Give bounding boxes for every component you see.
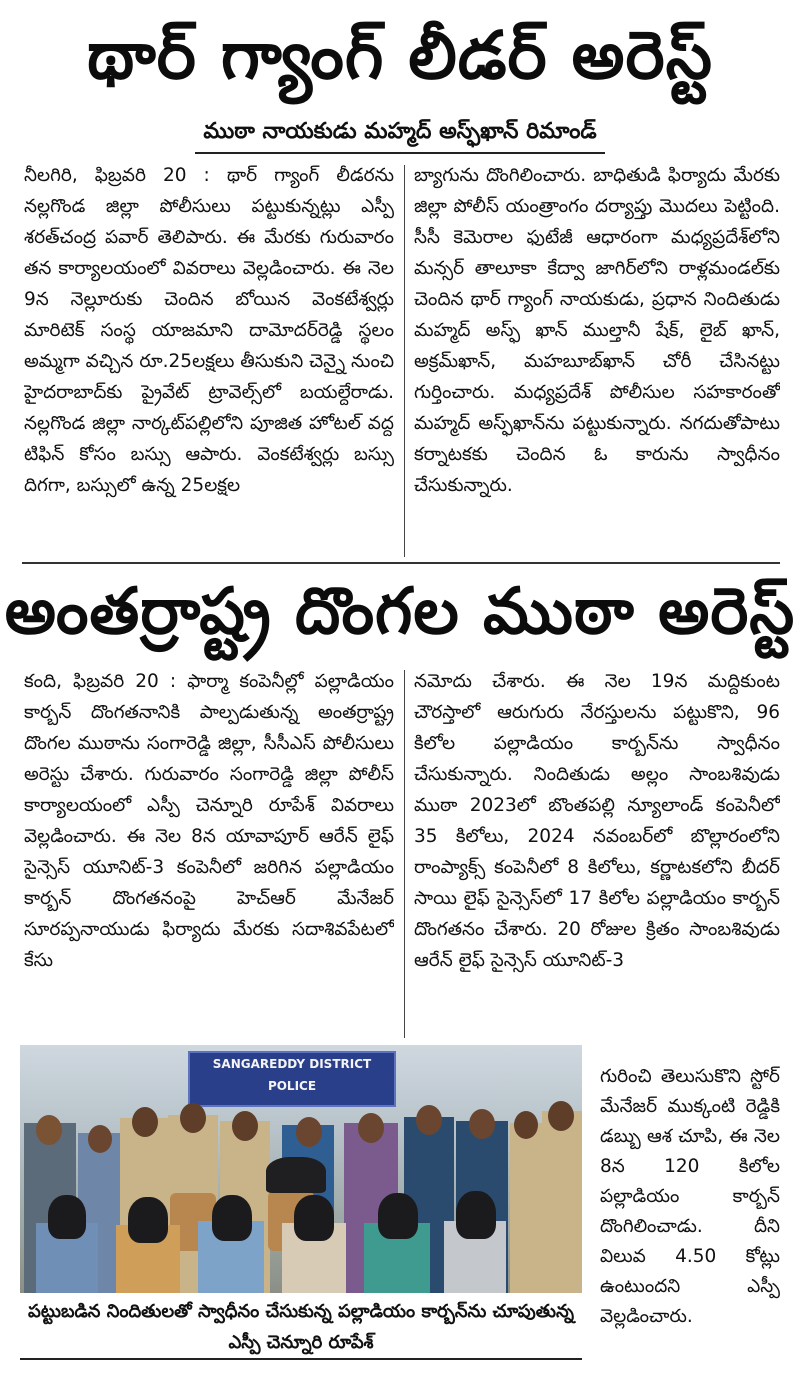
- person-head: [132, 1107, 158, 1137]
- accused-hood: [48, 1195, 86, 1239]
- police-banner: [188, 1051, 396, 1107]
- story1-subheadline: ముఠా నాయకుడు మహ్మద్ అస్ఫ్‌ఖాన్ రిమాండ్: [195, 112, 604, 154]
- story1-headline: థార్ గ్యాంగ్ లీడర్ అరెస్ట్: [87, 17, 713, 94]
- story1-column-1-text: నీలగిరి, ఫిబ్రవరి 20 : థార్ గ్యాంగ్ లీడరను నల్లగొండ జిల్లా పోలీసులు పట్టుకున్నట్లు ఎస్పీ శరత్‌చంద్ర పవార్ తెలిపారు. ఈ మేరకు గురువారం తన కార్యాలయంలో వివరాలు వెల్లడించారు. ఈ నెల 9న నెల్లూరుకు చెందిన బోయిన వెంకటేశ్వర్లు మారిటెక్ సంస్థ యాజమాని దామోదర్‌రెడ్డి స్థలం అమ్మగా వచ్చిన రూ.25లక్షలు తీసుకుని చెన్నై నుంచి హైదరాబాద్‌కు ప్రైవేట్ ట్రావెల్స్‌లో బయల్దేరాడు. నల్లగొండ జిల్లా నార్కట్‌పల్లిలోని పూజిత హోటల్ వద్ద టిఫిన్ కోసం బస్సు ఆపారు. వెంకటేశ్వర్లు బస్సు దిగగా, బస్సులో ఉన్న 25లక్షల: [24, 165, 394, 496]
- police-officer: [510, 1123, 544, 1293]
- story1-column-2-text: బ్యాగును దొంగిలించారు. బాధితుడి ఫిర్యాదు మేరకు జిల్లా పోలీస్ యంత్రాంగం దర్యాప్తు మొదలు పెట్టింది. సీసీ కెమెరాల ఫుటేజీ ఆధారంగా మధ్యప్రదేశ్‌లోని మన్సర్ తాలూకా కేద్వా జాగిర్‌లోని రాళ్లమండల్‌కు చెందిన థార్ గ్యాంగ్ నాయకుడు, ప్రధాన నిందితుడు మహ్మద్ అస్ఫ్ ఖాన్ ముల్తానీ షేక్, లైబ్ ఖాన్, అక్రమ్‌ఖాన్, మహబూబ్‌ఖాన్ చోరీ చేసినట్టు గుర్తించారు. మధ్యప్రదేశ్ పోలీసుల సహకారంతో మహ్మద్ అస్ఫ్‌ఖాన్‌ను పట్టుకున్నారు. నగదుతోపాటు కర్నాటకకు చెందిన ఓ కారును స్వాధీనం చేసుకున్నారు.: [414, 165, 780, 496]
- story1-column-2: [414, 160, 780, 560]
- person-head: [296, 1117, 322, 1147]
- accused-hood: [378, 1193, 418, 1239]
- story2-column-1: [24, 666, 394, 1042]
- story1-column-1: [24, 160, 394, 560]
- person-head: [416, 1105, 442, 1135]
- photo-caption: పట్టుబడిన నిందితులతో స్వాధీనం చేసుకున్న పల్లాడియం కార్బన్‌ను చూపుతున్న ఎస్పీ చెన్నూరి రూపేశ్: [20, 1296, 582, 1360]
- accused-hood: [128, 1197, 168, 1243]
- column-divider: [404, 670, 405, 1038]
- story2-headline: అంతర్రాష్ట్ర దొంగల ముఠా అరెస్ట్: [4, 575, 796, 649]
- story2-column-2-bottom: [600, 1062, 780, 1382]
- person-head: [232, 1111, 258, 1141]
- story2-column-2-top: [414, 666, 780, 1042]
- person-head: [358, 1113, 384, 1143]
- police-banner-line-1: SANGAREDDY DISTRICT: [212, 1057, 372, 1071]
- person-head: [514, 1111, 538, 1139]
- person-head: [88, 1125, 112, 1153]
- person-head: [548, 1101, 574, 1131]
- story2-column-2-top-text: నమోదు చేశారు. ఈ నెల 19న మద్దికుంట చౌరస్తాలో ఆరుగురు నేరస్తులను పట్టుకొని, 96 కిలోల పల్లాడియం కార్బన్‌ను స్వాధీనం చేసుకున్నారు. నిందితుడు అల్లం సాంబశివుడు ముఠా 2023లో బొంతపల్లి న్యూలాండ్ కంపెనీలో 35 కిలోలు, 2024 నవంబర్‌లో బొల్లారంలోని రాంప్యాక్స్ కంపెనీలో 8 కిలోలు, కర్ణాటకలోని బీదర్ సాయి లైఫ్ సైన్సెస్‌లో 17 కిలోల పల్లాడియం కార్బన్ దొంగతనం చేశారు. 20 రోజుల క్రితం సాంబశివుడు ఆరేన్ లైఫ్ సైన్సెస్ యూనిట్-3: [414, 671, 780, 971]
- person-head: [36, 1115, 62, 1145]
- column-divider: [404, 165, 405, 557]
- story1-subheadline-wrap: [0, 112, 800, 154]
- story2-column-2-bottom-text: గురించి తెలుసుకొని స్టోర్ మేనేజర్ ముక్కంటి రెడ్డికి డబ్బు ఆశ చూపి, ఈ నెల 8న 120 కిలోల పల్లాడియం కార్బన్ దొంగిలించాడు. దీని విలువ 4.50 కోట్లు ఉంటుందని ఎస్పీ వెల్లడించారు.: [600, 1066, 780, 1327]
- accused-hood: [294, 1195, 334, 1241]
- accused-hood: [212, 1195, 252, 1241]
- seized-bags: [266, 1157, 326, 1193]
- person-head: [180, 1103, 206, 1133]
- photo-caption-wrap: [20, 1296, 582, 1360]
- arrest-photo: [20, 1045, 582, 1293]
- story2-column-1-text: కంది, ఫిబ్రవరి 20 : ఫార్మా కంపెనీల్లో పల్లాడియం కార్బన్ దొంగతనానికి పాల్పడుతున్న అంతర్రాష్ట్ర దొంగల ముఠాను సంగారెడ్డి జిల్లా, సీసీఎస్ పోలీసులు అరెస్టు చేశారు. గురువారం సంగారెడ్డి జిల్లా పోలీస్ కార్యాలయంలో ఎస్పీ చెన్నూరి రూపేశ్ వివరాలు వెల్లడించారు. ఈ నెల 8న యావాపూర్ ఆరేన్ లైఫ్ సైన్సెస్ యూనిట్-3 కంపెనీలో జరిగిన పల్లాడియం కార్బన్ దొంగతనంపై హెచ్‌ఆర్ మేనేజర్ సూరప్పనాయుడు ఫిర్యాదు మేరకు సదాశివపేటలో కేసు: [24, 671, 394, 971]
- accused-hood: [456, 1191, 496, 1239]
- police-officer: [542, 1111, 582, 1293]
- person-head: [469, 1109, 495, 1139]
- police-banner-line-2: POLICE: [267, 1079, 317, 1093]
